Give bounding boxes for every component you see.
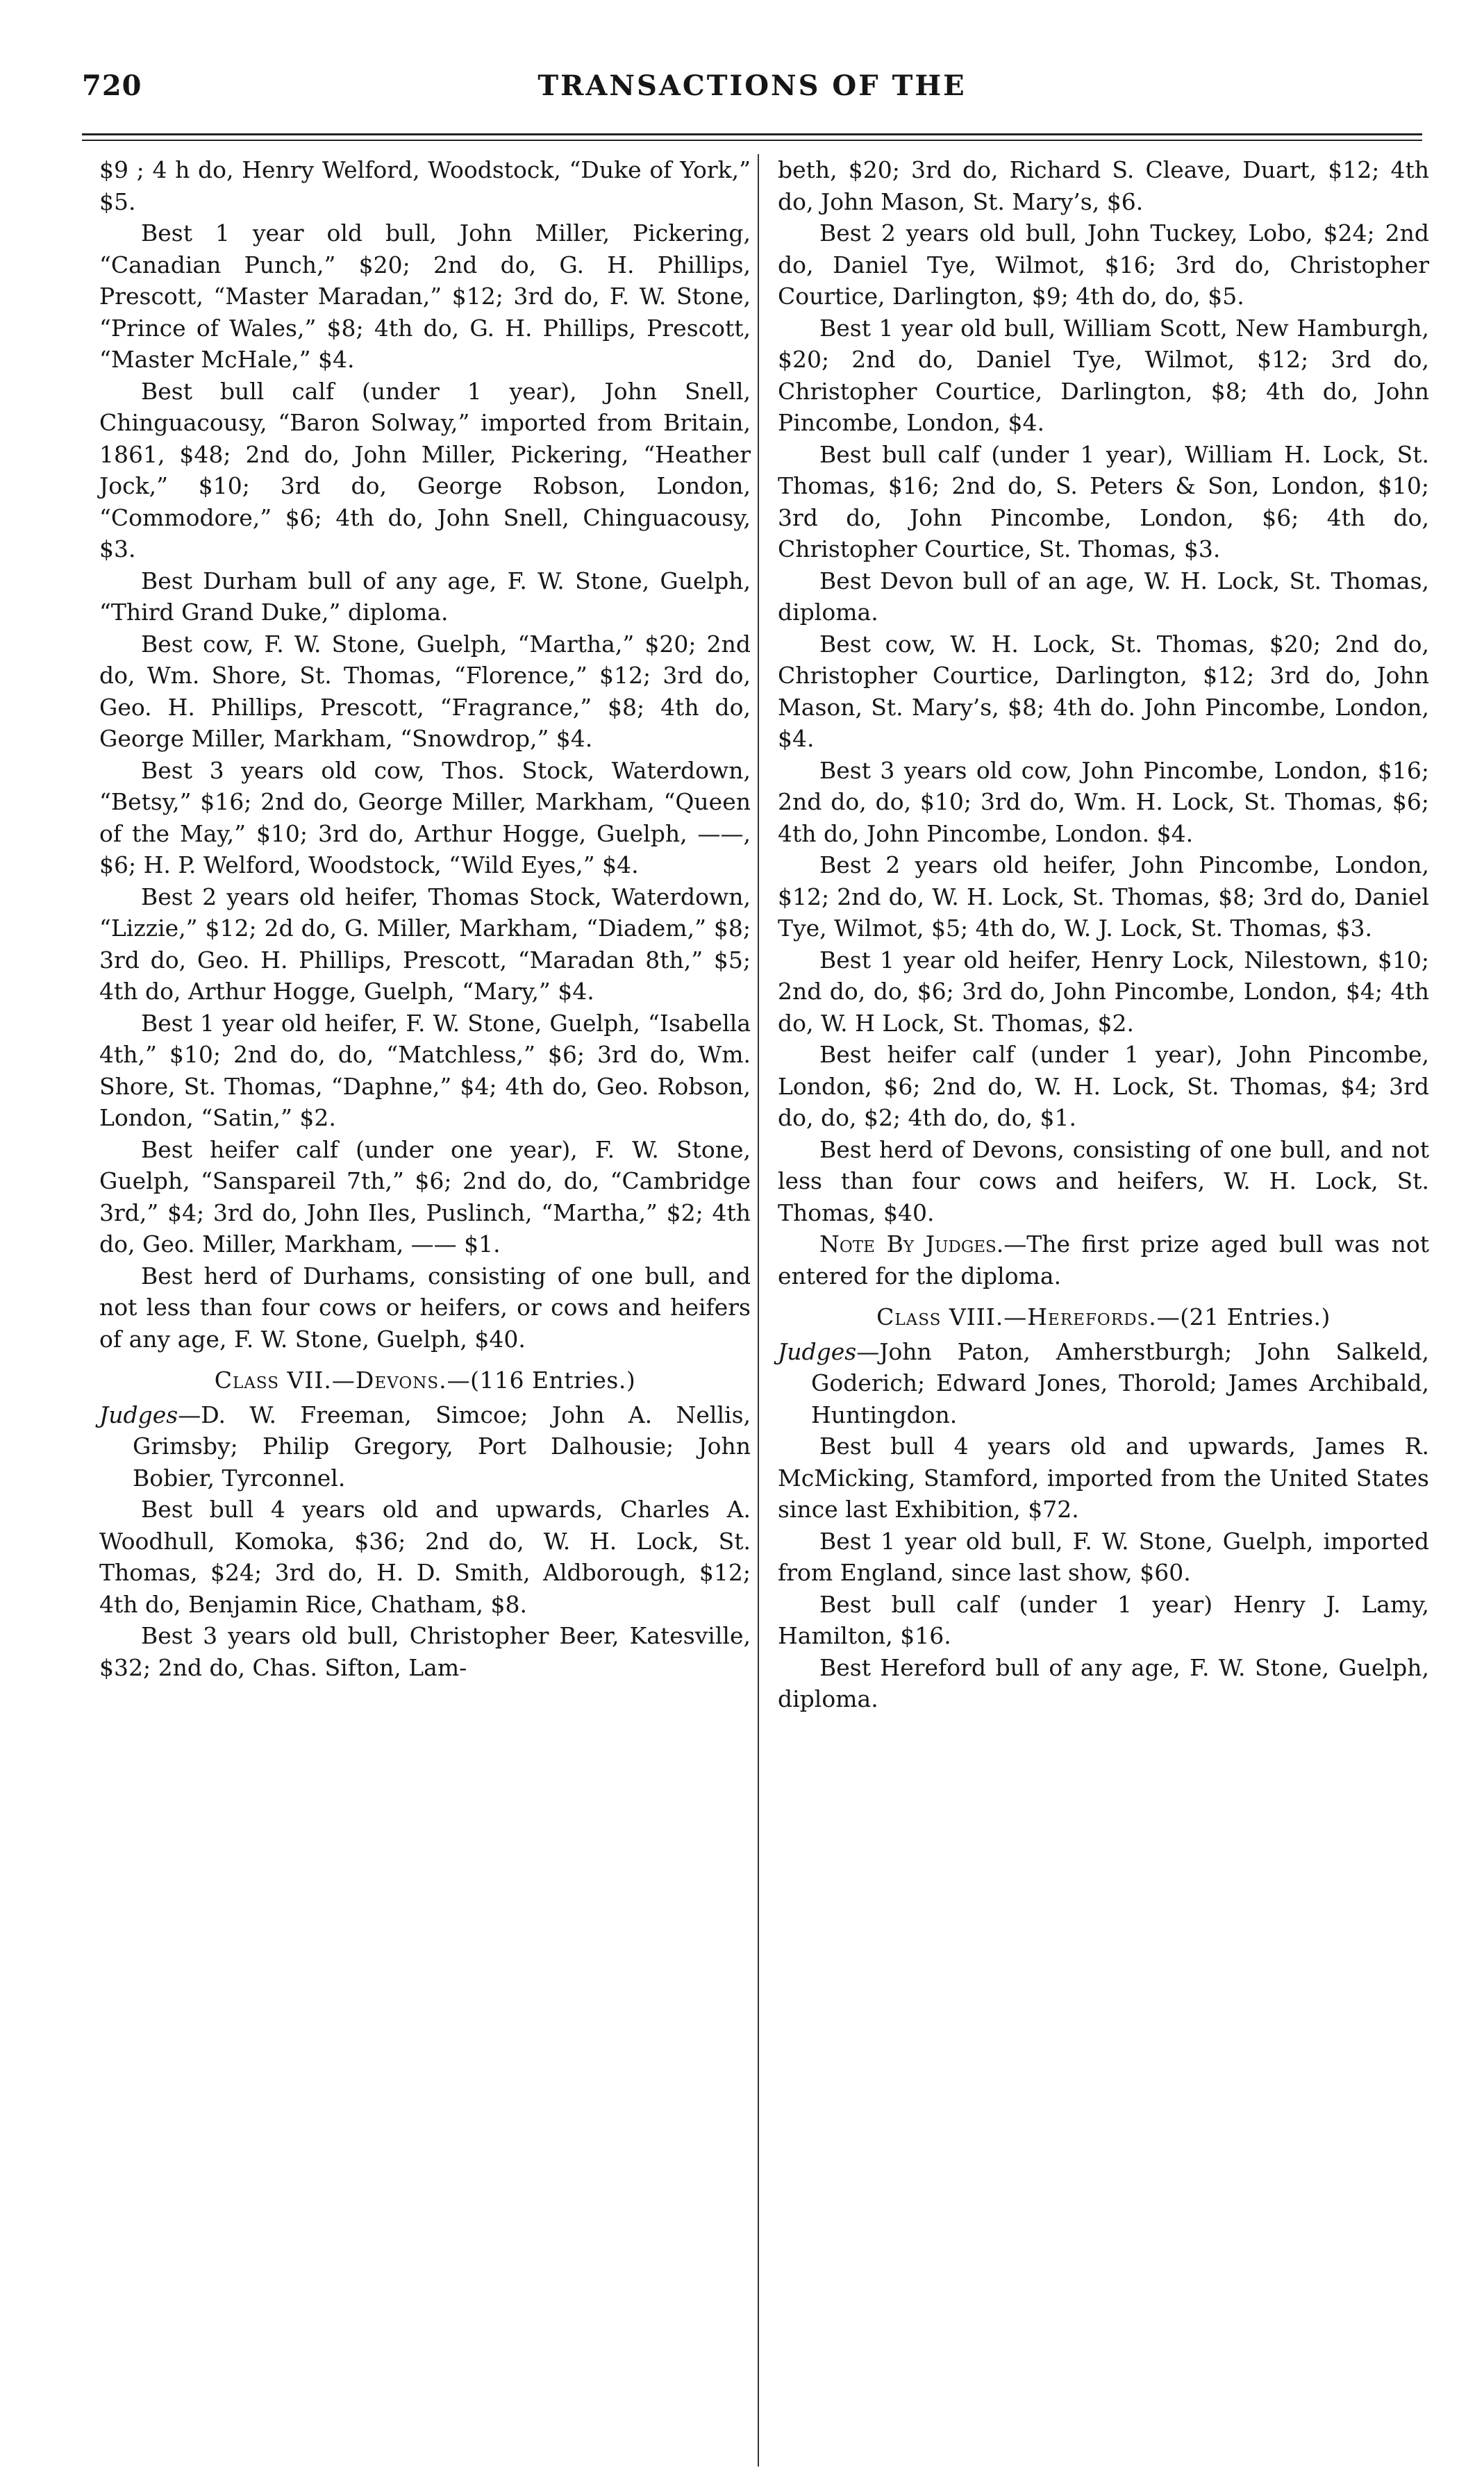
prize-paragraph: Best heifer calf (under one year), F. W. Stone, Guelph, “Sanspareil 7th,” $6; 2nd do, do, “Cambridge 3rd,” $4; 3rd do, John Iles, Puslinch, “Martha,” $2; 4th do, Geo. Miller, Markham, —— $1. bbox=[99, 1135, 751, 1258]
prize-paragraph: Best bull calf (under 1 year) Henry J. Lamy, Hamilton, $16. bbox=[778, 1590, 1429, 1649]
judges-note bbox=[778, 1228, 1429, 1292]
prize-paragraph: $9 ; 4 h do, Henry Welford, Woodstock, “Duke of York,” $5. bbox=[99, 156, 751, 215]
prize-paragraph: Best bull calf (under 1 year), John Snell, Chinguacousy, “Baron Solway,” imported from Britain, 1861, $48; 2nd do, John Miller, Pickering, “Heather Jock,” $10; 3rd do, George Robson, London, “Commodore,” $6; 4th do, John Snell, Chinguacousy, $3. bbox=[99, 377, 751, 562]
prize-paragraph: Best herd of Devons, consisting of one bull, and not less than four cows and heifers, W. H. Lock, St. Thomas, $40. bbox=[778, 1135, 1429, 1226]
prize-paragraph: Best bull calf (under 1 year), William H. Lock, St. Thomas, $16; 2nd do, S. Peters & Son, London, $10; 3rd do, John Pincombe, London, $6; 4th do, Christopher Courtice, St. Thomas, $3. bbox=[778, 440, 1429, 562]
header-rule-thick bbox=[82, 133, 1422, 135]
prize-paragraph: Best heifer calf (under 1 year), John Pincombe, London, $6; 2nd do, W. H. Lock, St. Thomas, $4; 3rd do, do, $2; 4th do, do, $1. bbox=[778, 1041, 1429, 1131]
header-rule-thin bbox=[82, 140, 1422, 141]
class-heading-entries: —(116 Entries.) bbox=[447, 1367, 636, 1394]
prize-paragraph: Best 1 year old bull, William Scott, New Hamburgh, $20; 2nd do, Daniel Tye, Wilmot, $12; 3rd do, Christopher Courtice, Darlington, $8; 4th do, John Pincombe, London, $4. bbox=[778, 314, 1429, 436]
judges-list bbox=[778, 1336, 1429, 1431]
prize-paragraph: Best 2 years old heifer, John Pincombe, London, $12; 2nd do, W. H. Lock, St. Thomas, $8; 3rd do, Daniel Tye, Wilmot, $5; 4th do, W. J. Lock, St. Thomas, $3. bbox=[778, 851, 1429, 942]
prize-paragraph: Best 1 year old bull, F. W. Stone, Guelph, imported from England, since last show, $60. bbox=[778, 1527, 1429, 1586]
class-heading-entries: —(21 Entries.) bbox=[1156, 1303, 1331, 1330]
page-header bbox=[82, 49, 1422, 102]
class-heading bbox=[778, 1301, 1429, 1333]
prize-paragraph: Best 3 years old cow, Thos. Stock, Waterdown, “Betsy,” $16; 2nd do, George Miller, Markham, “Queen of the May,” $10; 3rd do, Arthur Hogge, Guelph, ——, $6; H. P. Welford, Woodstock, “Wild Eyes,” $4. bbox=[99, 756, 751, 878]
class-heading bbox=[99, 1364, 751, 1396]
prize-paragraph: Best Durham bull of any age, F. W. Stone, Guelph, “Third Grand Duke,” diploma. bbox=[99, 567, 751, 626]
prize-paragraph: Best 3 years old bull, Christopher Beer, Katesville, $32; 2nd do, Chas. Sifton, Lam- bbox=[99, 1622, 751, 1681]
note-label: Note By Judges. bbox=[819, 1230, 1004, 1258]
page-number: 720 bbox=[82, 69, 142, 102]
class-heading-label: Class VIII.—Herefords. bbox=[876, 1303, 1157, 1330]
prize-paragraph: Best 2 years old bull, John Tuckey, Lobo, $24; 2nd do, Daniel Tye, Wilmot, $16; 3rd do, Christopher Courtice, Darlington, $9; 4th do, do, $5. bbox=[778, 219, 1429, 310]
right-column bbox=[778, 154, 1429, 1715]
left-column bbox=[99, 154, 751, 1683]
prize-paragraph: Best bull 4 years old and upwards, James R. McMicking, Stamford, imported from the United States since last Exhibition, $72. bbox=[778, 1433, 1429, 1523]
prize-paragraph: Best bull 4 years old and upwards, Charles A. Woodhull, Komoka, $36; 2nd do, W. H. Lock, St. Thomas, $24; 3rd do, H. D. Smith, Aldborough, $12; 4th do, Benjamin Rice, Chatham, $8. bbox=[99, 1496, 751, 1618]
prize-paragraph: Best Hereford bull of any age, F. W. Stone, Guelph, diploma. bbox=[778, 1653, 1429, 1712]
prize-paragraph: Best cow, W. H. Lock, St. Thomas, $20; 2nd do, Christopher Courtice, Darlington, $12; 3rd do, John Mason, St. Mary’s, $8; 4th do. John Pincombe, London, $4. bbox=[778, 630, 1429, 752]
judges-names: —John Paton, Amherstburgh; John Salkeld, Goderich; Edward Jones, Thorold; James Archibald, Huntingdon. bbox=[811, 1337, 1429, 1428]
judges-names: —D. W. Freeman, Simcoe; John A. Nellis, Grimsby; Philip Gregory, Port Dalhousie; John Bobier, Tyrconnel. bbox=[133, 1401, 751, 1492]
note-text: —The first prize aged bull was not entered for the diploma. bbox=[778, 1230, 1429, 1289]
prize-paragraph: Best 1 year old bull, John Miller, Pickering, “Canadian Punch,” $20; 2nd do, G. H. Phillips, Prescott, “Master Maradan,” $12; 3rd do, F. W. Stone, “Prince of Wales,” $8; 4th do, G. H. Phillips, Prescott, “Master McHale,” $4. bbox=[99, 219, 751, 373]
prize-paragraph: Best 3 years old cow, John Pincombe, London, $16; 2nd do, do, $10; 3rd do, Wm. H. Lock, St. Thomas, $6; 4th do, John Pincombe, London. $4. bbox=[778, 756, 1429, 847]
column-divider bbox=[758, 154, 759, 2467]
prize-paragraph: Best 1 year old heifer, F. W. Stone, Guelph, “Isabella 4th,” $10; 2nd do, do, “Matchless,” $6; 3rd do, Wm. Shore, St. Thomas, “Daphne,” $4; 4th do, Geo. Robson, London, “Satin,” $2. bbox=[99, 1009, 751, 1131]
prize-paragraph: beth, $20; 3rd do, Richard S. Cleave, Duart, $12; 4th do, John Mason, St. Mary’s, $6. bbox=[778, 156, 1429, 215]
judges-list bbox=[99, 1399, 751, 1494]
class-heading-label: Class VII.—Devons. bbox=[214, 1367, 447, 1394]
prize-paragraph: Best 2 years old heifer, Thomas Stock, Waterdown, “Lizzie,” $12; 2d do, G. Miller, Markham, “Diadem,” $8; 3rd do, Geo. H. Phillips, Prescott, “Maradan 8th,” $5; 4th do, Arthur Hogge, Guelph, “Mary,” $4. bbox=[99, 883, 751, 1005]
judges-label: Judges bbox=[778, 1337, 857, 1365]
prize-paragraph: Best cow, F. W. Stone, Guelph, “Martha,” $20; 2nd do, Wm. Shore, St. Thomas, “Florence,” $12; 3rd do, Geo. H. Phillips, Prescott, “Fragrance,” $8; 4th do, George Miller, Markham, “Snowdrop,” $4. bbox=[99, 630, 751, 752]
running-title: TRANSACTIONS OF THE bbox=[537, 69, 967, 102]
judges-label: Judges bbox=[99, 1401, 178, 1428]
prize-paragraph: Best Devon bull of an age, W. H. Lock, St. Thomas, diploma. bbox=[778, 567, 1429, 626]
prize-paragraph: Best 1 year old heifer, Henry Lock, Nilestown, $10; 2nd do, do, $6; 3rd do, John Pincombe, London, $4; 4th do, W. H Lock, St. Thomas, $2. bbox=[778, 946, 1429, 1037]
prize-paragraph: Best herd of Durhams, consisting of one bull, and not less than four cows or heifers, or cows and heifers of any age, F. W. Stone, Guelph, $40. bbox=[99, 1262, 751, 1353]
